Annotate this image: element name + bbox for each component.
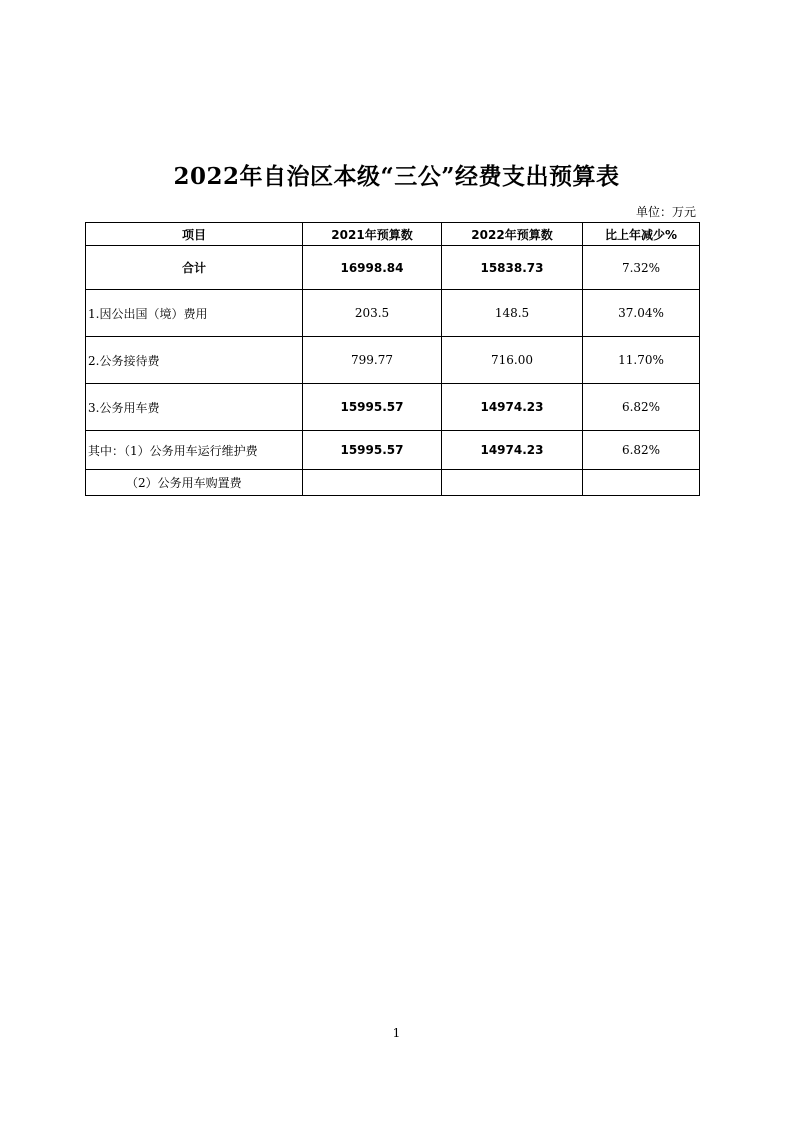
table-header-row <box>86 223 700 246</box>
row-2022: 716.00 <box>442 337 583 384</box>
row-2022: 14974.23 <box>442 431 583 470</box>
row-2022 <box>442 470 583 496</box>
row-item: 其中：（1）公务用车运行维护费 <box>86 431 303 470</box>
row-2021: 16998.84 <box>303 246 442 290</box>
budget-table <box>85 222 700 496</box>
row-2021 <box>303 470 442 496</box>
row-2021: 15995.57 <box>303 384 442 431</box>
row-item: 3.公务用车费 <box>86 384 303 431</box>
page-number: 1 <box>392 1026 401 1040</box>
row-change: 37.04% <box>583 290 700 337</box>
header-item: 项目 <box>86 223 303 246</box>
unit-label: 单位：万元 <box>635 205 696 219</box>
table-row <box>86 470 700 496</box>
table-row <box>86 431 700 470</box>
header-2021: 2021年预算数 <box>303 223 442 246</box>
table-row <box>86 290 700 337</box>
table-row <box>86 337 700 384</box>
row-item: 2.公务接待费 <box>86 337 303 384</box>
row-2022: 15838.73 <box>442 246 583 290</box>
header-change: 比上年减少% <box>583 223 700 246</box>
row-2022: 148.5 <box>442 290 583 337</box>
table-row-total <box>86 246 700 290</box>
row-2021: 203.5 <box>303 290 442 337</box>
row-2021: 799.77 <box>303 337 442 384</box>
page-title: 2022年自治区本级“三公”经费支出预算表 <box>173 163 620 190</box>
header-2022: 2022年预算数 <box>442 223 583 246</box>
row-change: 7.32% <box>583 246 700 290</box>
row-item: 合计 <box>86 246 303 290</box>
row-item: （2）公务用车购置费 <box>86 470 303 496</box>
row-item: 1.因公出国（境）费用 <box>86 290 303 337</box>
table-row <box>86 384 700 431</box>
row-2021: 15995.57 <box>303 431 442 470</box>
row-change <box>583 470 700 496</box>
row-change: 6.82% <box>583 431 700 470</box>
row-2022: 14974.23 <box>442 384 583 431</box>
row-change: 11.70% <box>583 337 700 384</box>
row-change: 6.82% <box>583 384 700 431</box>
